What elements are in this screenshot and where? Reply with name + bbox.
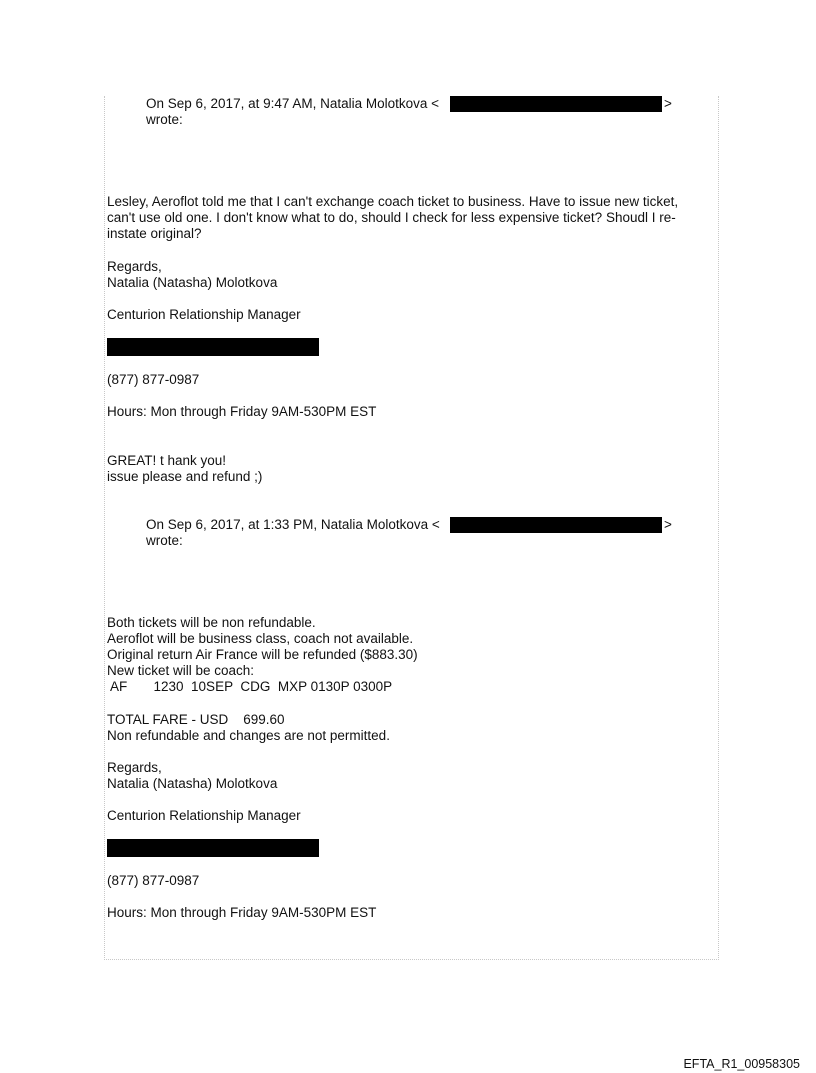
quote-header-end-1: > [664, 96, 672, 111]
redacted-email-2 [450, 517, 662, 533]
quote-header-2 [146, 517, 440, 533]
message-2-signature-name: Natalia (Natasha) Molotkova [107, 776, 278, 791]
document-id: EFTA_R1_00958305 [683, 1057, 800, 1071]
fare-terms: Non refundable and changes are not permitted. [107, 728, 390, 743]
quote-header-1 [146, 96, 439, 112]
message-1-body: Lesley, Aeroflot told me that I can't exchange coach ticket to business. Have to issue new ticket, can't use old one. I don't know what to do, should I check for less expensive ticket? Shoudl I re-instate original? [107, 194, 679, 241]
quote-header-text: On Sep 6, 2017, at 9:47 AM, Natalia Molotkova < [146, 96, 440, 111]
message-2-line: Both tickets will be non refundable. [107, 615, 316, 630]
message-2-hours: Hours: Mon through Friday 9AM-530PM EST [107, 905, 377, 920]
message-2-regards: Regards, [107, 760, 162, 775]
message-2-line: Aeroflot will be business class, coach not available. [107, 631, 414, 646]
redacted-block-1 [107, 338, 319, 356]
redacted-block-2 [107, 839, 319, 857]
flight-itinerary-line: AF 1230 10SEP CDG MXP 0130P 0300P [107, 679, 393, 694]
message-1-signature-title: Centurion Relationship Manager [107, 307, 301, 322]
reply-line-1: GREAT! t hank you! [107, 453, 227, 468]
message-1-phone: (877) 877-0987 [107, 372, 200, 387]
quote-wrote-2: wrote: [146, 533, 183, 548]
message-2-phone: (877) 877-0987 [107, 873, 200, 888]
message-1-signature-name: Natalia (Natasha) Molotkova [107, 275, 278, 290]
message-1-regards: Regards, [107, 259, 162, 274]
message-2-line: Original return Air France will be refunded ($883.30) [107, 647, 418, 662]
message-2-signature-title: Centurion Relationship Manager [107, 808, 301, 823]
total-fare: TOTAL FARE - USD 699.60 [107, 712, 285, 727]
message-1-hours: Hours: Mon through Friday 9AM-530PM EST [107, 404, 377, 419]
message-2-line: New ticket will be coach: [107, 663, 255, 678]
reply-line-2: issue please and refund ;) [107, 469, 263, 484]
quote-wrote-1: wrote: [146, 112, 183, 127]
quote-header-end-2: > [664, 517, 672, 532]
redacted-email-1 [450, 96, 662, 112]
quote-header-text: On Sep 6, 2017, at 1:33 PM, Natalia Molotkova < [146, 517, 440, 532]
